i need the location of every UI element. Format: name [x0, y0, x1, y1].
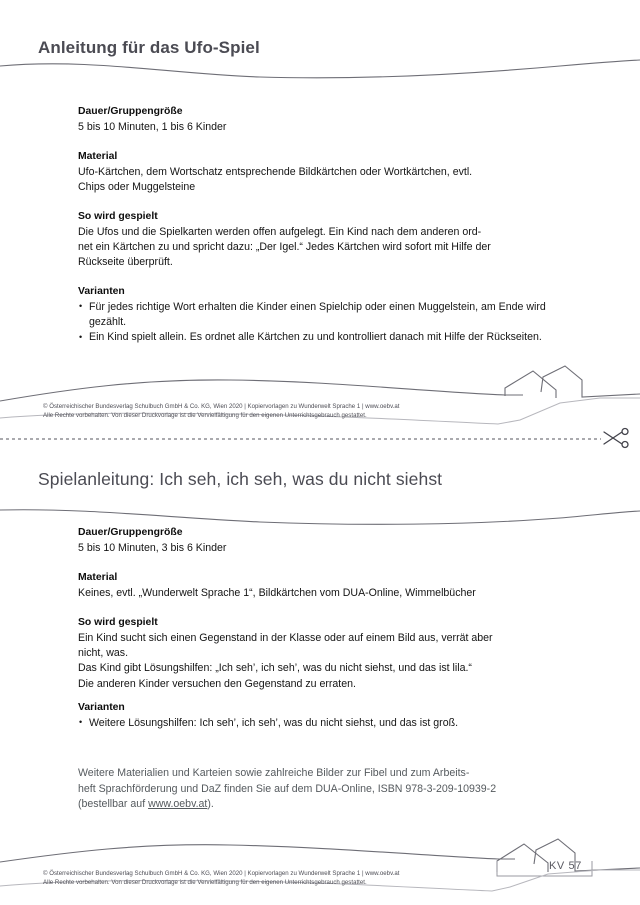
- section-line: net ein Kärtchen zu und spricht dazu: „Der Igel.“ Jedes Kärtchen wird sofort mit Hilfe der: [78, 241, 491, 254]
- note-line: Weitere Materialien und Karteien sowie zahlreiche Bilder zur Fibel und zum Arbeits-: [78, 767, 470, 779]
- sheet2-note: [78, 766, 548, 813]
- section-line: Ein Kind sucht sich einen Gegenstand in der Klasse oder auf einem Bild aus, verrät aber: [78, 631, 493, 644]
- section-line: Ufo-Kärtchen, dem Wortschatz entsprechende Bildkärtchen oder Wortkärtchen, evtl.: [78, 165, 473, 178]
- section-heading: Material: [78, 151, 118, 162]
- sheet2-footer-line-2: Alle Rechte vorbehalten. Von dieser Druckvorlage ist die Vervielfältigung für den eigenen Unterrichtsgebrauch gestattet.: [43, 878, 367, 886]
- scissors-icon: [601, 427, 631, 451]
- sheet2-section-spielablauf: [78, 615, 548, 692]
- section-line: Die anderen Kinder versuchen den Gegenstand zu erraten.: [78, 677, 356, 690]
- variant-list: [78, 300, 548, 346]
- section-line: nicht, was.: [78, 647, 129, 660]
- sheet2-title: Spielanleitung: Ich seh, ich seh, was du nicht siehst: [38, 469, 443, 489]
- sheet2-section-material: [78, 570, 548, 601]
- sheet1-title: Anleitung für das Ufo-Spiel: [38, 38, 260, 57]
- section-heading: Dauer/Gruppengröße: [78, 527, 183, 538]
- sheet1-section-spielablauf: [78, 209, 548, 271]
- oebv-link[interactable]: www.oebv.at: [148, 798, 208, 811]
- section-heading: So wird gespielt: [78, 211, 158, 222]
- note-line-prefix: (bestellbar auf: [78, 798, 149, 811]
- sheet2-section-varianten: [78, 700, 548, 731]
- house-outline-1b: [541, 366, 640, 397]
- section-heading: Material: [78, 572, 118, 583]
- house-outline-2a: [497, 844, 548, 872]
- title-rule-2: [0, 510, 640, 525]
- section-heading: Varianten: [78, 286, 125, 297]
- sheet2-section-dauer: [78, 525, 548, 556]
- section-line: Das Kind gibt Lösungshilfen: „Ich seh’, ich seh’, was du nicht siehst, und das ist lila.“: [78, 662, 472, 675]
- section-line: Die Ufos und die Spielkarten werden offen aufgelegt. Ein Kind nach dem anderen ord-: [78, 225, 482, 238]
- section-line: Rückseite überprüft.: [78, 256, 173, 269]
- section-line: Keines, evtl. „Wunderwelt Sprache 1“, Bildkärtchen vom DUA-Online, Wimmelbücher: [78, 586, 476, 599]
- sheet2-footer-line-1: © Österreichischer Bundesverlag Schulbuch GmbH & Co. KG, Wien 2020 | Kopiervorlagen zu Wunderwelt Sprache 1 | www.oebv.at: [43, 870, 400, 877]
- section-heading: So wird gespielt: [78, 617, 158, 628]
- section-line: Chips oder Muggelsteine: [78, 181, 196, 194]
- note-line: heft Sprachförderung und DaZ finden Sie auf dem DUA-Online, ISBN 978-3-209-10939-2: [78, 782, 497, 795]
- hill-line-upper-2: [0, 845, 515, 862]
- sheet1-section-dauer: [78, 104, 548, 135]
- title-rule-1: [0, 60, 640, 78]
- sheet1-footer-line-1: © Österreichischer Bundesverlag Schulbuch GmbH & Co. KG, Wien 2020 | Kopiervorlagen zu Wunderwelt Sprache 1 | www.oebv.at: [43, 403, 400, 410]
- list-item: • Weitere Lösungshilfen: Ich seh’, ich seh’, was du nicht siehst, und das ist groß.: [78, 716, 548, 731]
- list-item: • Ein Kind spielt allein. Es ordnet alle Kärtchen zu und kontrolliert danach mit Hilfe der Rückseiten.: [78, 330, 548, 345]
- sheet1-footer-line-2: Alle Rechte vorbehalten. Von dieser Druckvorlage ist die Vervielfältigung für den eigenen Unterrichtsgebrauch gestattet.: [43, 411, 367, 419]
- note-line-with-link: [78, 797, 548, 813]
- note-line-suffix: ).: [207, 798, 214, 811]
- kv-badge-label: KV 57: [549, 860, 582, 872]
- variant-list: [78, 716, 548, 731]
- sheet1-section-material: [78, 149, 548, 195]
- section-heading: Varianten: [78, 702, 125, 713]
- house-outline-1a: [505, 371, 556, 398]
- section-heading: Dauer/Gruppengröße: [78, 106, 183, 117]
- hill-line-upper-1: [0, 380, 523, 401]
- list-item: • Für jedes richtige Wort erhalten die Kinder einen Spielchip oder einen Muggelstein, am Ende wird gezählt.: [78, 300, 548, 331]
- section-line: 5 bis 10 Minuten, 3 bis 6 Kinder: [78, 541, 227, 554]
- section-line: 5 bis 10 Minuten, 1 bis 6 Kinder: [78, 120, 227, 133]
- sheet1-section-varianten: [78, 284, 548, 346]
